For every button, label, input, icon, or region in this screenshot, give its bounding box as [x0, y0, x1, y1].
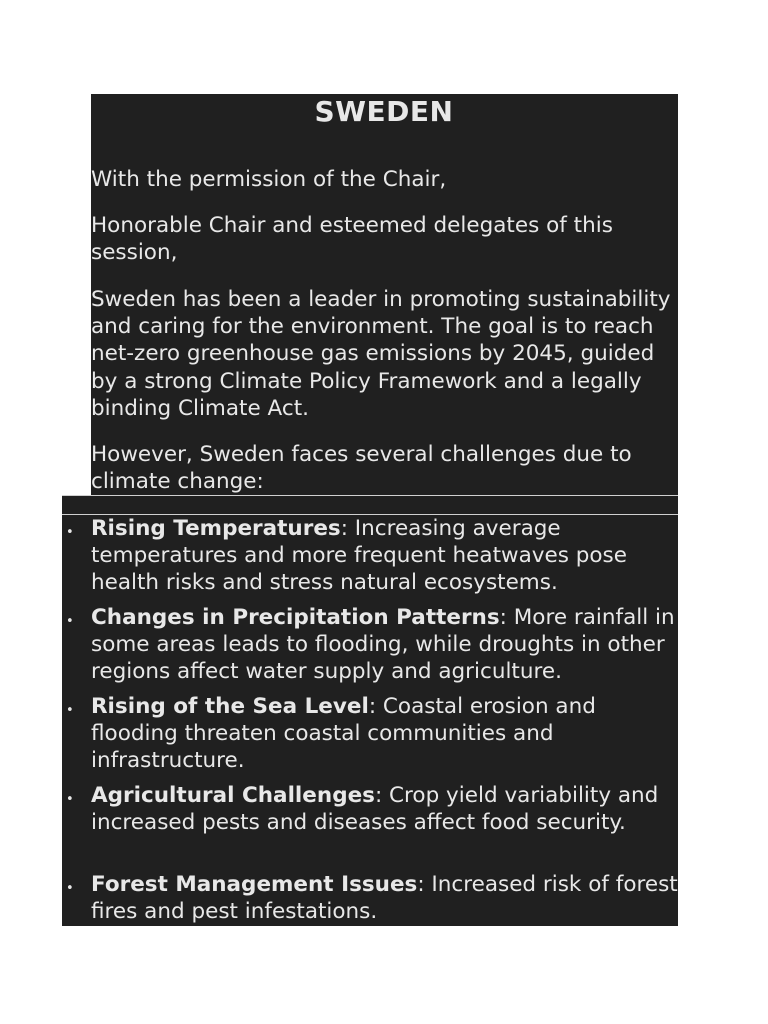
bullet-icon: • [66, 792, 74, 807]
challenge-term: Changes in Precipitation Patterns [91, 605, 500, 630]
challenge-term: Agricultural Challenges [91, 783, 375, 808]
challenge-term: Rising of the Sea Level [91, 694, 369, 719]
salutation-paragraph: With the permission of the Chair, [91, 167, 447, 192]
challenge-item [91, 515, 686, 597]
challenge-item [91, 693, 686, 775]
challenge-item [91, 604, 686, 686]
challenges-intro-paragraph: However, Sweden faces several challenges due to climate change: [91, 442, 632, 495]
bullet-icon: • [66, 614, 74, 629]
section-divider [62, 495, 678, 515]
bullet-icon: • [66, 703, 74, 718]
challenge-description: : Increased risk of forest fires and pest infestations. [91, 872, 678, 925]
challenge-term: Forest Management Issues [91, 872, 418, 897]
bullet-icon: • [66, 525, 74, 540]
challenge-description: : Coastal erosion and flooding threaten coastal communities and infrastructure. [91, 694, 596, 774]
challenge-term: Rising Temperatures [91, 516, 341, 541]
greeting-paragraph: Honorable Chair and esteemed delegates of this session, [91, 213, 613, 266]
document-title: SWEDEN [314, 95, 454, 128]
bullet-icon: • [66, 881, 74, 896]
challenge-description: : Increasing average temperatures and more frequent heatwaves pose health risks and stress natural ecosystems. [91, 516, 627, 596]
challenge-description: : Crop yield variability and increased pests and diseases affect food security. [91, 783, 659, 836]
sustainability-paragraph: Sweden has been a leader in promoting sustainability and caring for the environment. The goal is to reach net-zero greenhouse gas emissions by 2045, guided by a strong Climate Policy Framework and a legally binding Climate Act. [91, 287, 671, 421]
challenge-item [91, 871, 686, 925]
challenge-description: : More rainfall in some areas leads to flooding, while droughts in other regions affect water supply and agriculture. [91, 605, 675, 685]
challenge-item [91, 782, 686, 836]
